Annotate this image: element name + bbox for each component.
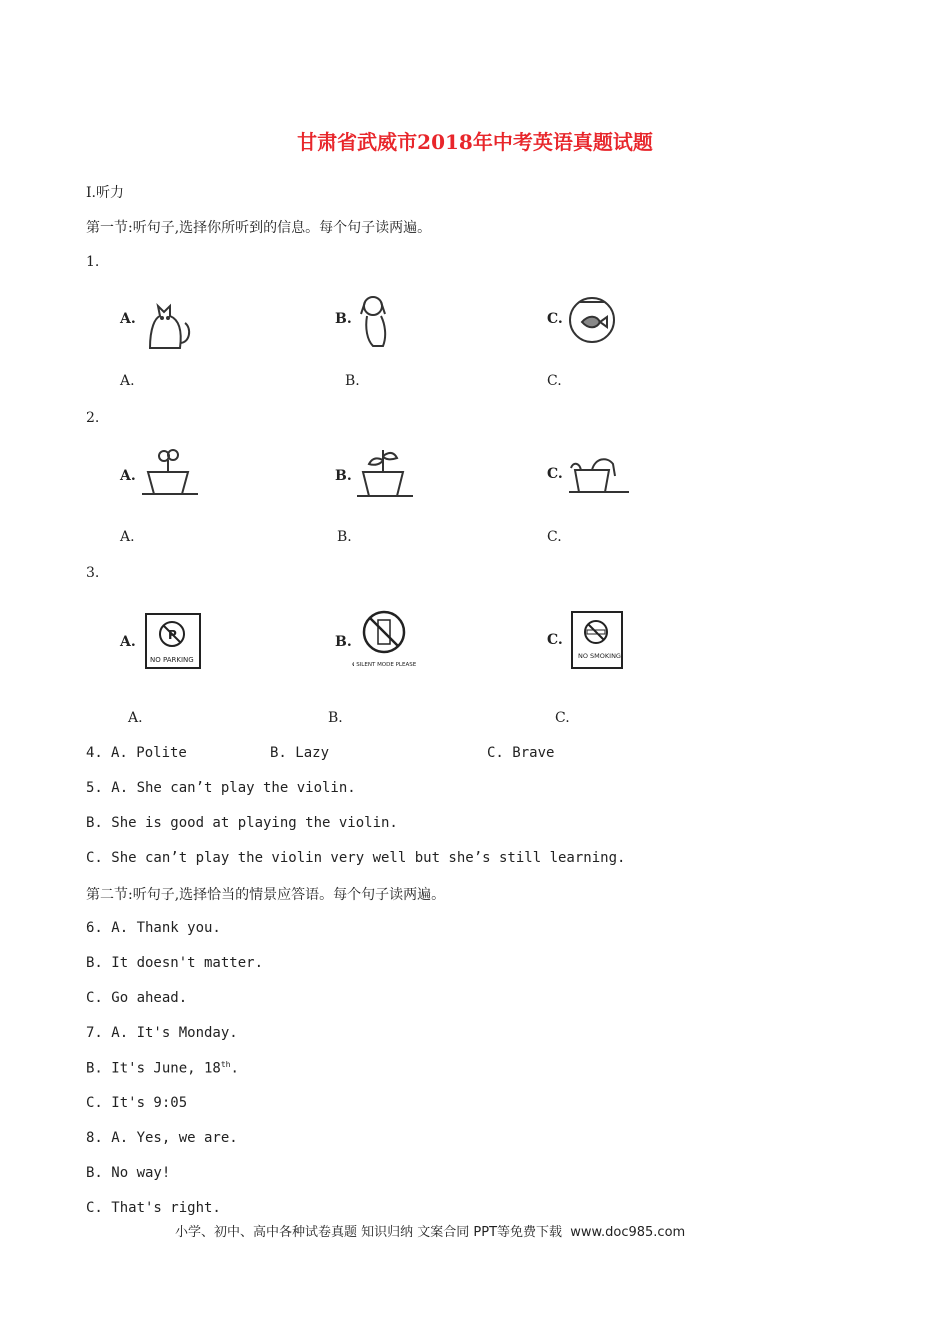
q2-pic-label-b: B. bbox=[335, 468, 352, 484]
question-4-number: 4. bbox=[86, 745, 103, 761]
part1-instructions: 第一节:听句子,选择你所听到的信息。每个句子读两遍。 bbox=[86, 220, 432, 236]
q3-pic-label-c: C. bbox=[547, 632, 563, 648]
plant-pot-icon bbox=[355, 440, 445, 510]
q2-pic-label-a: A. bbox=[120, 468, 136, 484]
dog-icon bbox=[355, 288, 445, 358]
q1-option-b: B. bbox=[345, 373, 360, 389]
q2-pic-label-c: C. bbox=[547, 466, 563, 482]
q7-option-b bbox=[86, 1060, 239, 1077]
q8-option-c: C. That's right. bbox=[86, 1200, 221, 1216]
wilted-plant-icon bbox=[567, 440, 657, 510]
q8-option-b: B. No way! bbox=[86, 1165, 171, 1181]
q1-option-c: C. bbox=[547, 373, 562, 389]
q6-option-a: 6. A. Thank you. bbox=[86, 920, 221, 936]
q1-pic-label-a: A. bbox=[120, 311, 136, 327]
cat-icon bbox=[140, 288, 230, 358]
q7-option-c: C. It's 9:05 bbox=[86, 1095, 188, 1111]
no-parking-sign-icon bbox=[144, 612, 204, 670]
part2-instructions: 第二节:听句子,选择恰当的情景应答语。每个句子读两遍。 bbox=[86, 887, 446, 903]
flower-pot-icon bbox=[140, 442, 230, 512]
q3-option-b: B. bbox=[328, 710, 343, 726]
svg-text:P: P bbox=[168, 628, 177, 642]
q7-option-a: 7. A. It's Monday. bbox=[86, 1025, 238, 1041]
q5-option-c: C. She can’t play the violin very well but she’s still learning. bbox=[86, 850, 626, 866]
q3-pic-label-b: B. bbox=[335, 634, 352, 650]
q7-option-b-period: . bbox=[230, 1060, 239, 1077]
q4-option-c: C. Brave bbox=[487, 745, 555, 761]
q8-option-a: 8. A. Yes, we are. bbox=[86, 1130, 238, 1146]
silent-mode-text: ON SILENT MODE PLEASE bbox=[352, 662, 417, 668]
question-2-number: 2. bbox=[86, 410, 100, 426]
q5-option-b: B. She is good at playing the violin. bbox=[86, 815, 398, 831]
q6-option-b: B. It doesn't matter. bbox=[86, 955, 264, 971]
page-title: 甘肃省武威市2018年中考英语真题试题 bbox=[297, 130, 653, 154]
q5-option-a: 5. A. She can’t play the violin. bbox=[86, 780, 356, 796]
no-smoking-sign-icon bbox=[570, 610, 626, 670]
q4-option-b: B. Lazy bbox=[270, 745, 330, 761]
q3-pic-label-a: A. bbox=[120, 634, 136, 650]
page-footer: 小学、初中、高中各种试卷真题 知识归纳 文案合同 PPT等免费下载 www.doc985.com bbox=[175, 1225, 686, 1240]
question-3-number: 3. bbox=[86, 565, 100, 581]
q2-option-c: C. bbox=[547, 529, 562, 545]
question-1-number: 1. bbox=[86, 254, 100, 270]
q1-option-a: A. bbox=[120, 373, 135, 389]
q3-option-c: C. bbox=[555, 710, 570, 726]
q2-option-a: A. bbox=[120, 529, 135, 545]
no-smoking-text: NO SMOKING bbox=[578, 652, 621, 660]
q7-option-b-suffix: th bbox=[220, 1060, 231, 1069]
q3-option-a: A. bbox=[128, 710, 143, 726]
q1-pic-label-c: C. bbox=[547, 311, 563, 327]
q2-option-b: B. bbox=[337, 529, 352, 545]
fishbowl-icon bbox=[567, 286, 657, 356]
q6-option-c: C. Go ahead. bbox=[86, 990, 188, 1006]
no-phone-sign-icon bbox=[352, 608, 422, 670]
q1-pic-label-b: B. bbox=[335, 311, 352, 327]
q4-option-a: A. Polite bbox=[111, 745, 187, 761]
no-parking-text: NO PARKING bbox=[150, 656, 194, 664]
q7-option-b-text: B. It's June, 18 bbox=[86, 1060, 221, 1077]
section-heading: I.听力 bbox=[86, 185, 124, 201]
